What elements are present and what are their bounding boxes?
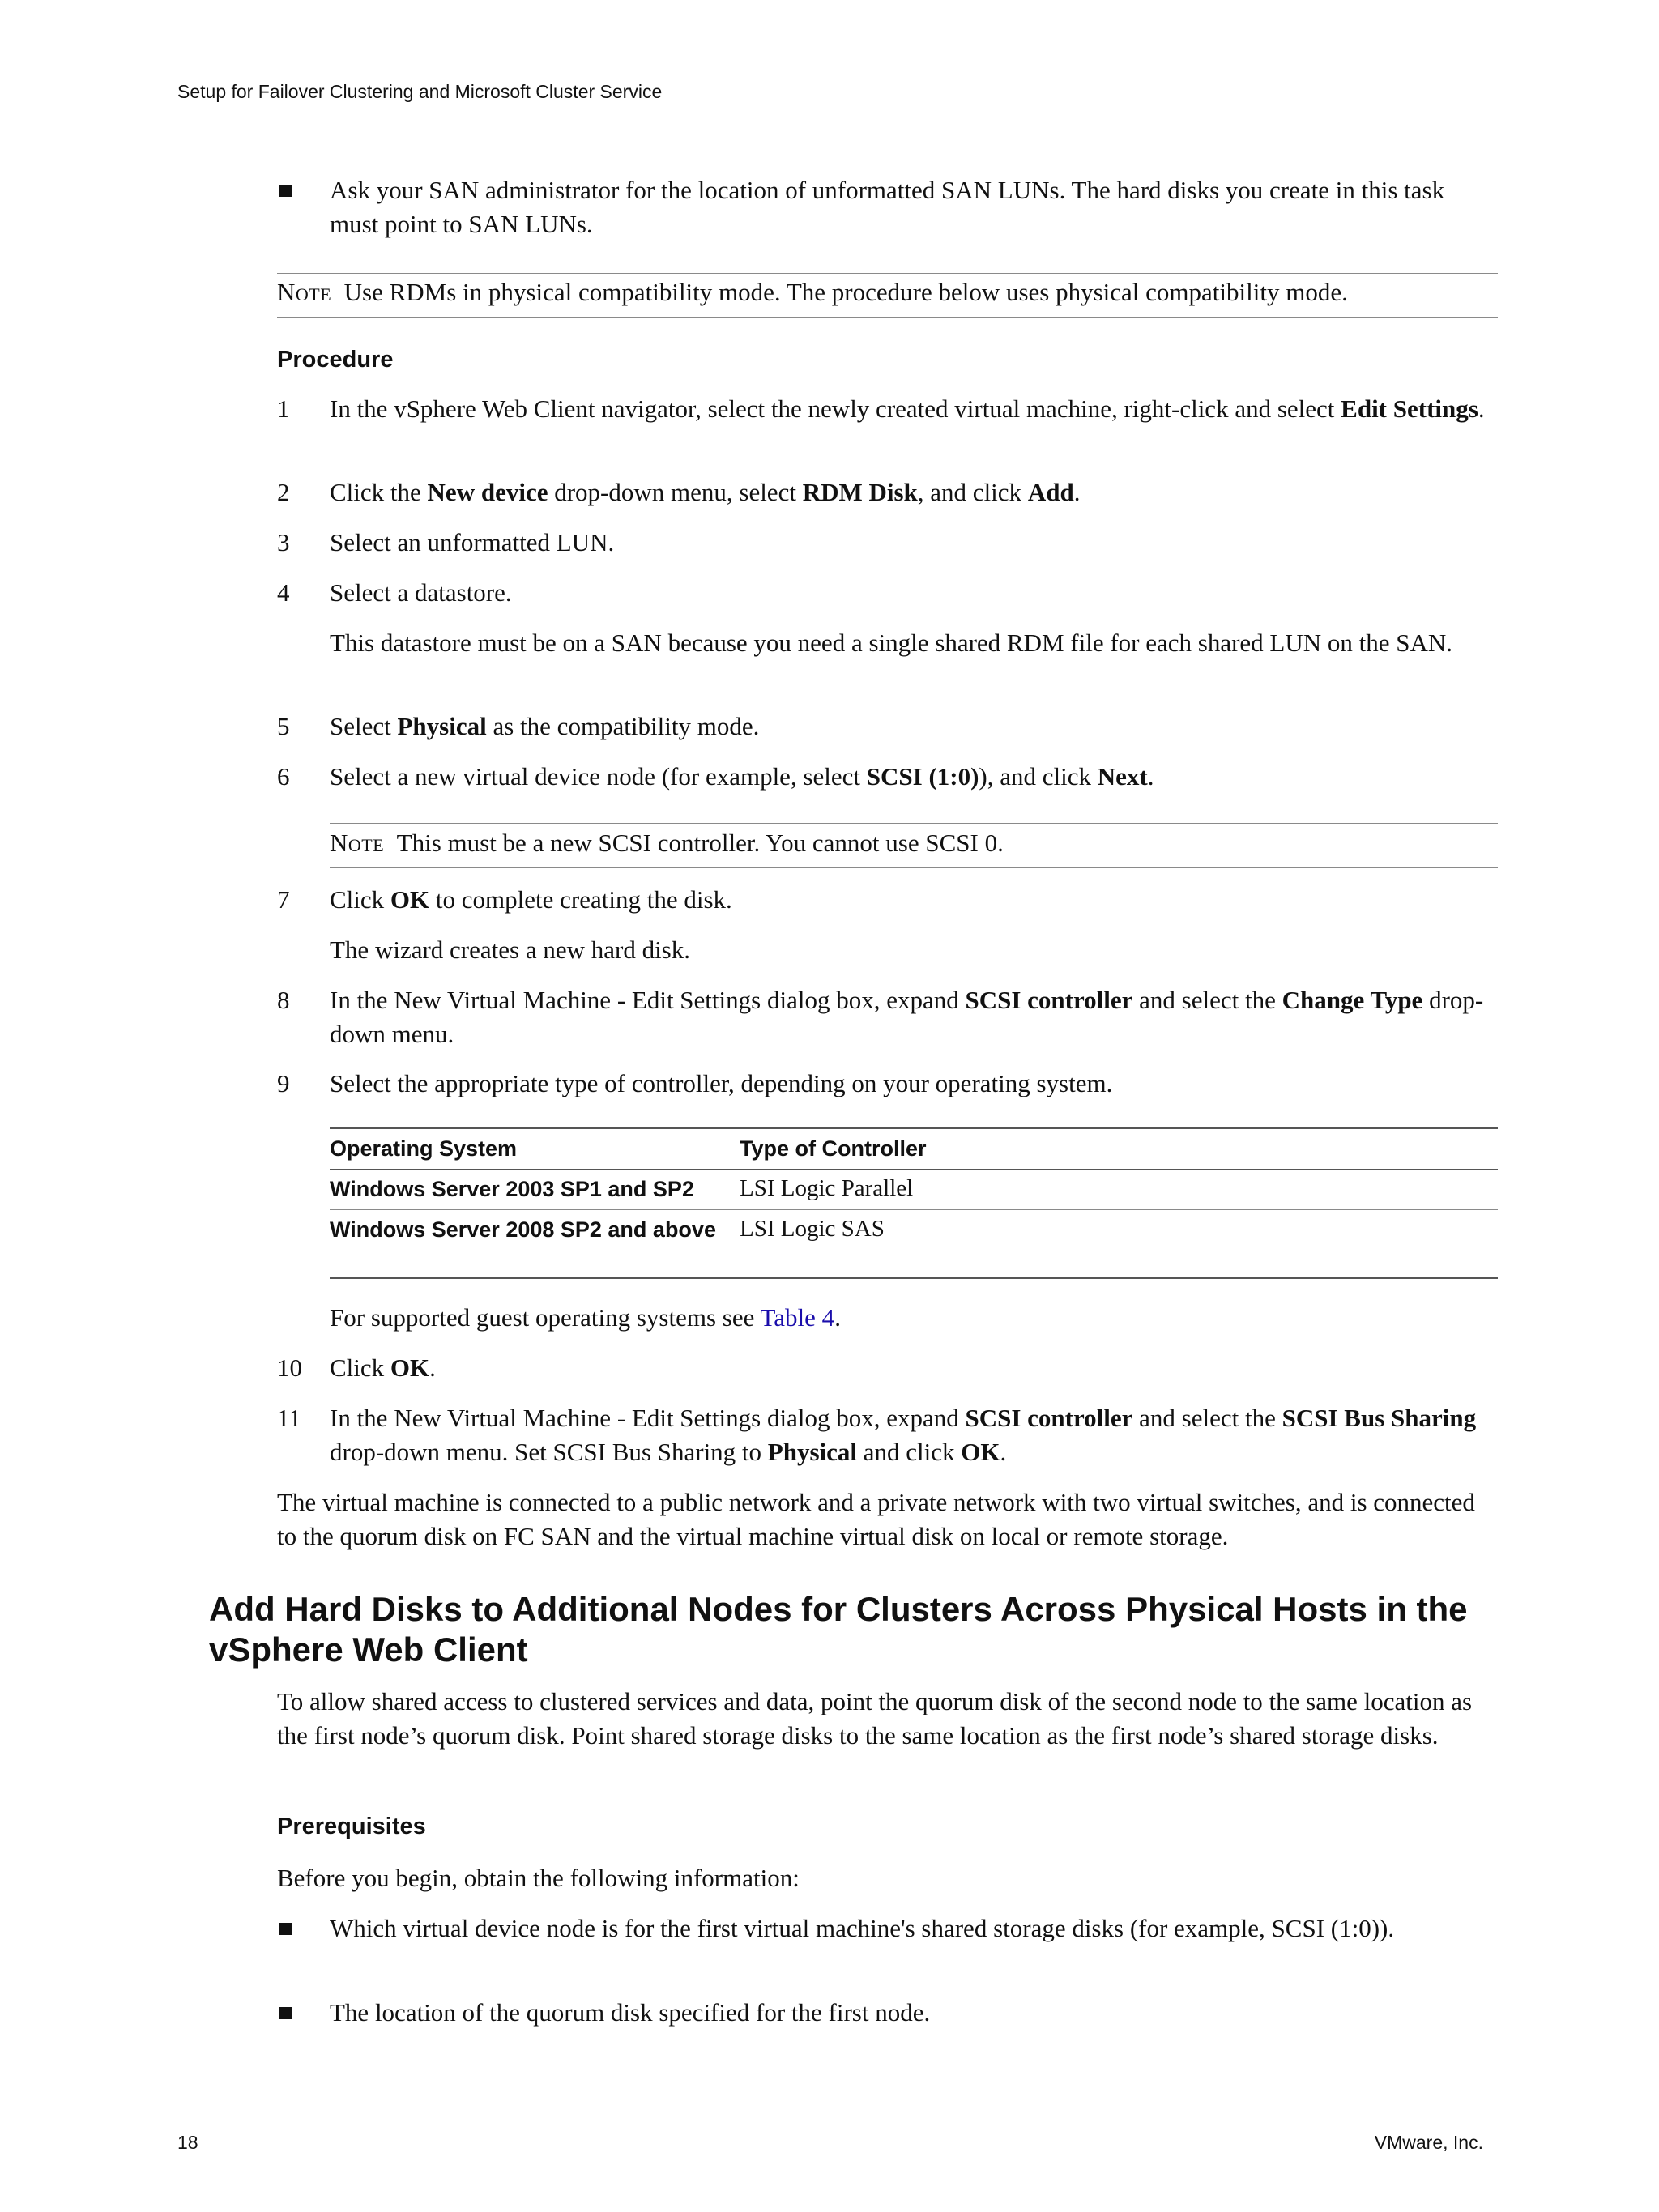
table-4-link[interactable]: Table 4 <box>760 1303 835 1332</box>
intro-bullet-text: Ask your SAN administrator for the location of unformatted SAN LUNs. The hard disks you create in this task must point to SAN LUNs. <box>330 176 1445 238</box>
step-1: In the vSphere Web Client navigator, select the newly created virtual machine, right-click and select Edit Settings. <box>330 394 1485 423</box>
step-6: Select a new virtual device node (for example, select SCSI (1:0)), and click Next. <box>330 762 1154 791</box>
table-rule-bottom <box>330 1277 1498 1279</box>
step-2: Click the New device drop-down menu, select RDM Disk, and click Add. <box>330 478 1081 506</box>
note-text: Use RDMs in physical compatibility mode. The procedure below uses physical compatibility mode. <box>343 278 1348 306</box>
note-label: Note <box>330 829 385 857</box>
bullet-square-icon <box>279 185 292 197</box>
running-header: Setup for Failover Clustering and Microsoft Cluster Service <box>177 81 663 102</box>
step-8: In the New Virtual Machine - Edit Settings dialog box, expand SCSI controller and select the Change Type drop-down menu. <box>330 986 1484 1048</box>
section-intro: To allow shared access to clustered services and data, point the quorum disk of the second node to the same location as the first node’s quorum disk. Point shared storage disks to the same location as the first node’s shared storage disks. <box>277 1687 1473 1750</box>
note-rule-bottom <box>330 867 1498 868</box>
footer-company: VMware, Inc. <box>1374 2132 1483 2153</box>
table-header-rule <box>330 1169 1498 1170</box>
note-text: This must be a new SCSI controller. You cannot use SCSI 0. <box>396 829 1004 857</box>
table-row-rule <box>330 1209 1498 1210</box>
step-4: Select a datastore. <box>330 578 512 607</box>
prerequisites-heading: Prerequisites <box>277 1813 426 1839</box>
prereq-bullet: Which virtual device node is for the first virtual machine's shared storage disks (for example, SCSI (1:0)). <box>330 1914 1395 1942</box>
note-2 <box>330 826 1498 860</box>
bullet-square-icon <box>279 2007 292 2019</box>
table-header-os: Operating System <box>330 1136 518 1161</box>
step-5: Select Physical as the compatibility mode. <box>330 712 760 740</box>
step-number: 5 <box>277 712 290 740</box>
step-10: Click OK. <box>330 1353 436 1382</box>
step-number: 9 <box>277 1069 290 1097</box>
note-rule-bottom <box>277 317 1498 318</box>
procedure-heading: Procedure <box>277 347 394 373</box>
bullet-square-icon <box>279 1923 292 1935</box>
note-label: Note <box>277 278 332 306</box>
table-rule-top <box>330 1127 1498 1129</box>
table-header-controller: Type of Controller <box>740 1136 927 1161</box>
step-3: Select an unformatted LUN. <box>330 528 615 556</box>
step-11: In the New Virtual Machine - Edit Settings dialog box, expand SCSI controller and select the SCSI Bus Sharing drop-down menu. Set SCSI Bus Sharing to Physical and click OK. <box>330 1404 1477 1466</box>
step-4-detail: This datastore must be on a SAN because you need a single shared RDM file for each shared LUN on the SAN. <box>330 629 1453 657</box>
procedure-result: The virtual machine is connected to a public network and a private network with two virtual switches, and is connected to the quorum disk on FC SAN and the virtual machine virtual disk on local or remote storage. <box>277 1488 1475 1550</box>
note-rule-top <box>277 273 1498 274</box>
step-number: 4 <box>277 578 290 607</box>
note-rule-top <box>330 823 1498 824</box>
prerequisites-intro: Before you begin, obtain the following information: <box>277 1864 800 1892</box>
step-number: 6 <box>277 762 290 791</box>
page-number: 18 <box>177 2132 198 2153</box>
step-number: 11 <box>277 1404 301 1432</box>
section-heading: Add Hard Disks to Additional Nodes for Clusters Across Physical Hosts in the vSphere Web Client <box>209 1590 1468 1669</box>
step-9: Select the appropriate type of controller, depending on your operating system. <box>330 1069 1113 1097</box>
step-number: 10 <box>277 1353 302 1382</box>
table-cell-controller: LSI Logic SAS <box>740 1216 885 1242</box>
table-cell-os: Windows Server 2003 SP1 and SP2 <box>330 1177 694 1201</box>
step-number: 7 <box>277 885 290 914</box>
step-number: 1 <box>277 394 290 423</box>
step-number: 8 <box>277 986 290 1014</box>
table-reference: For supported guest operating systems see Table 4. <box>330 1303 841 1332</box>
step-number: 3 <box>277 528 290 556</box>
note-1 <box>277 275 1498 309</box>
table-cell-os: Windows Server 2008 SP2 and above <box>330 1217 716 1242</box>
step-number: 2 <box>277 478 290 506</box>
step-7: Click OK to complete creating the disk. <box>330 885 732 914</box>
step-7-detail: The wizard creates a new hard disk. <box>330 936 690 964</box>
table-cell-controller: LSI Logic Parallel <box>740 1175 914 1201</box>
prereq-bullet: The location of the quorum disk specified for the first node. <box>330 1998 931 2027</box>
